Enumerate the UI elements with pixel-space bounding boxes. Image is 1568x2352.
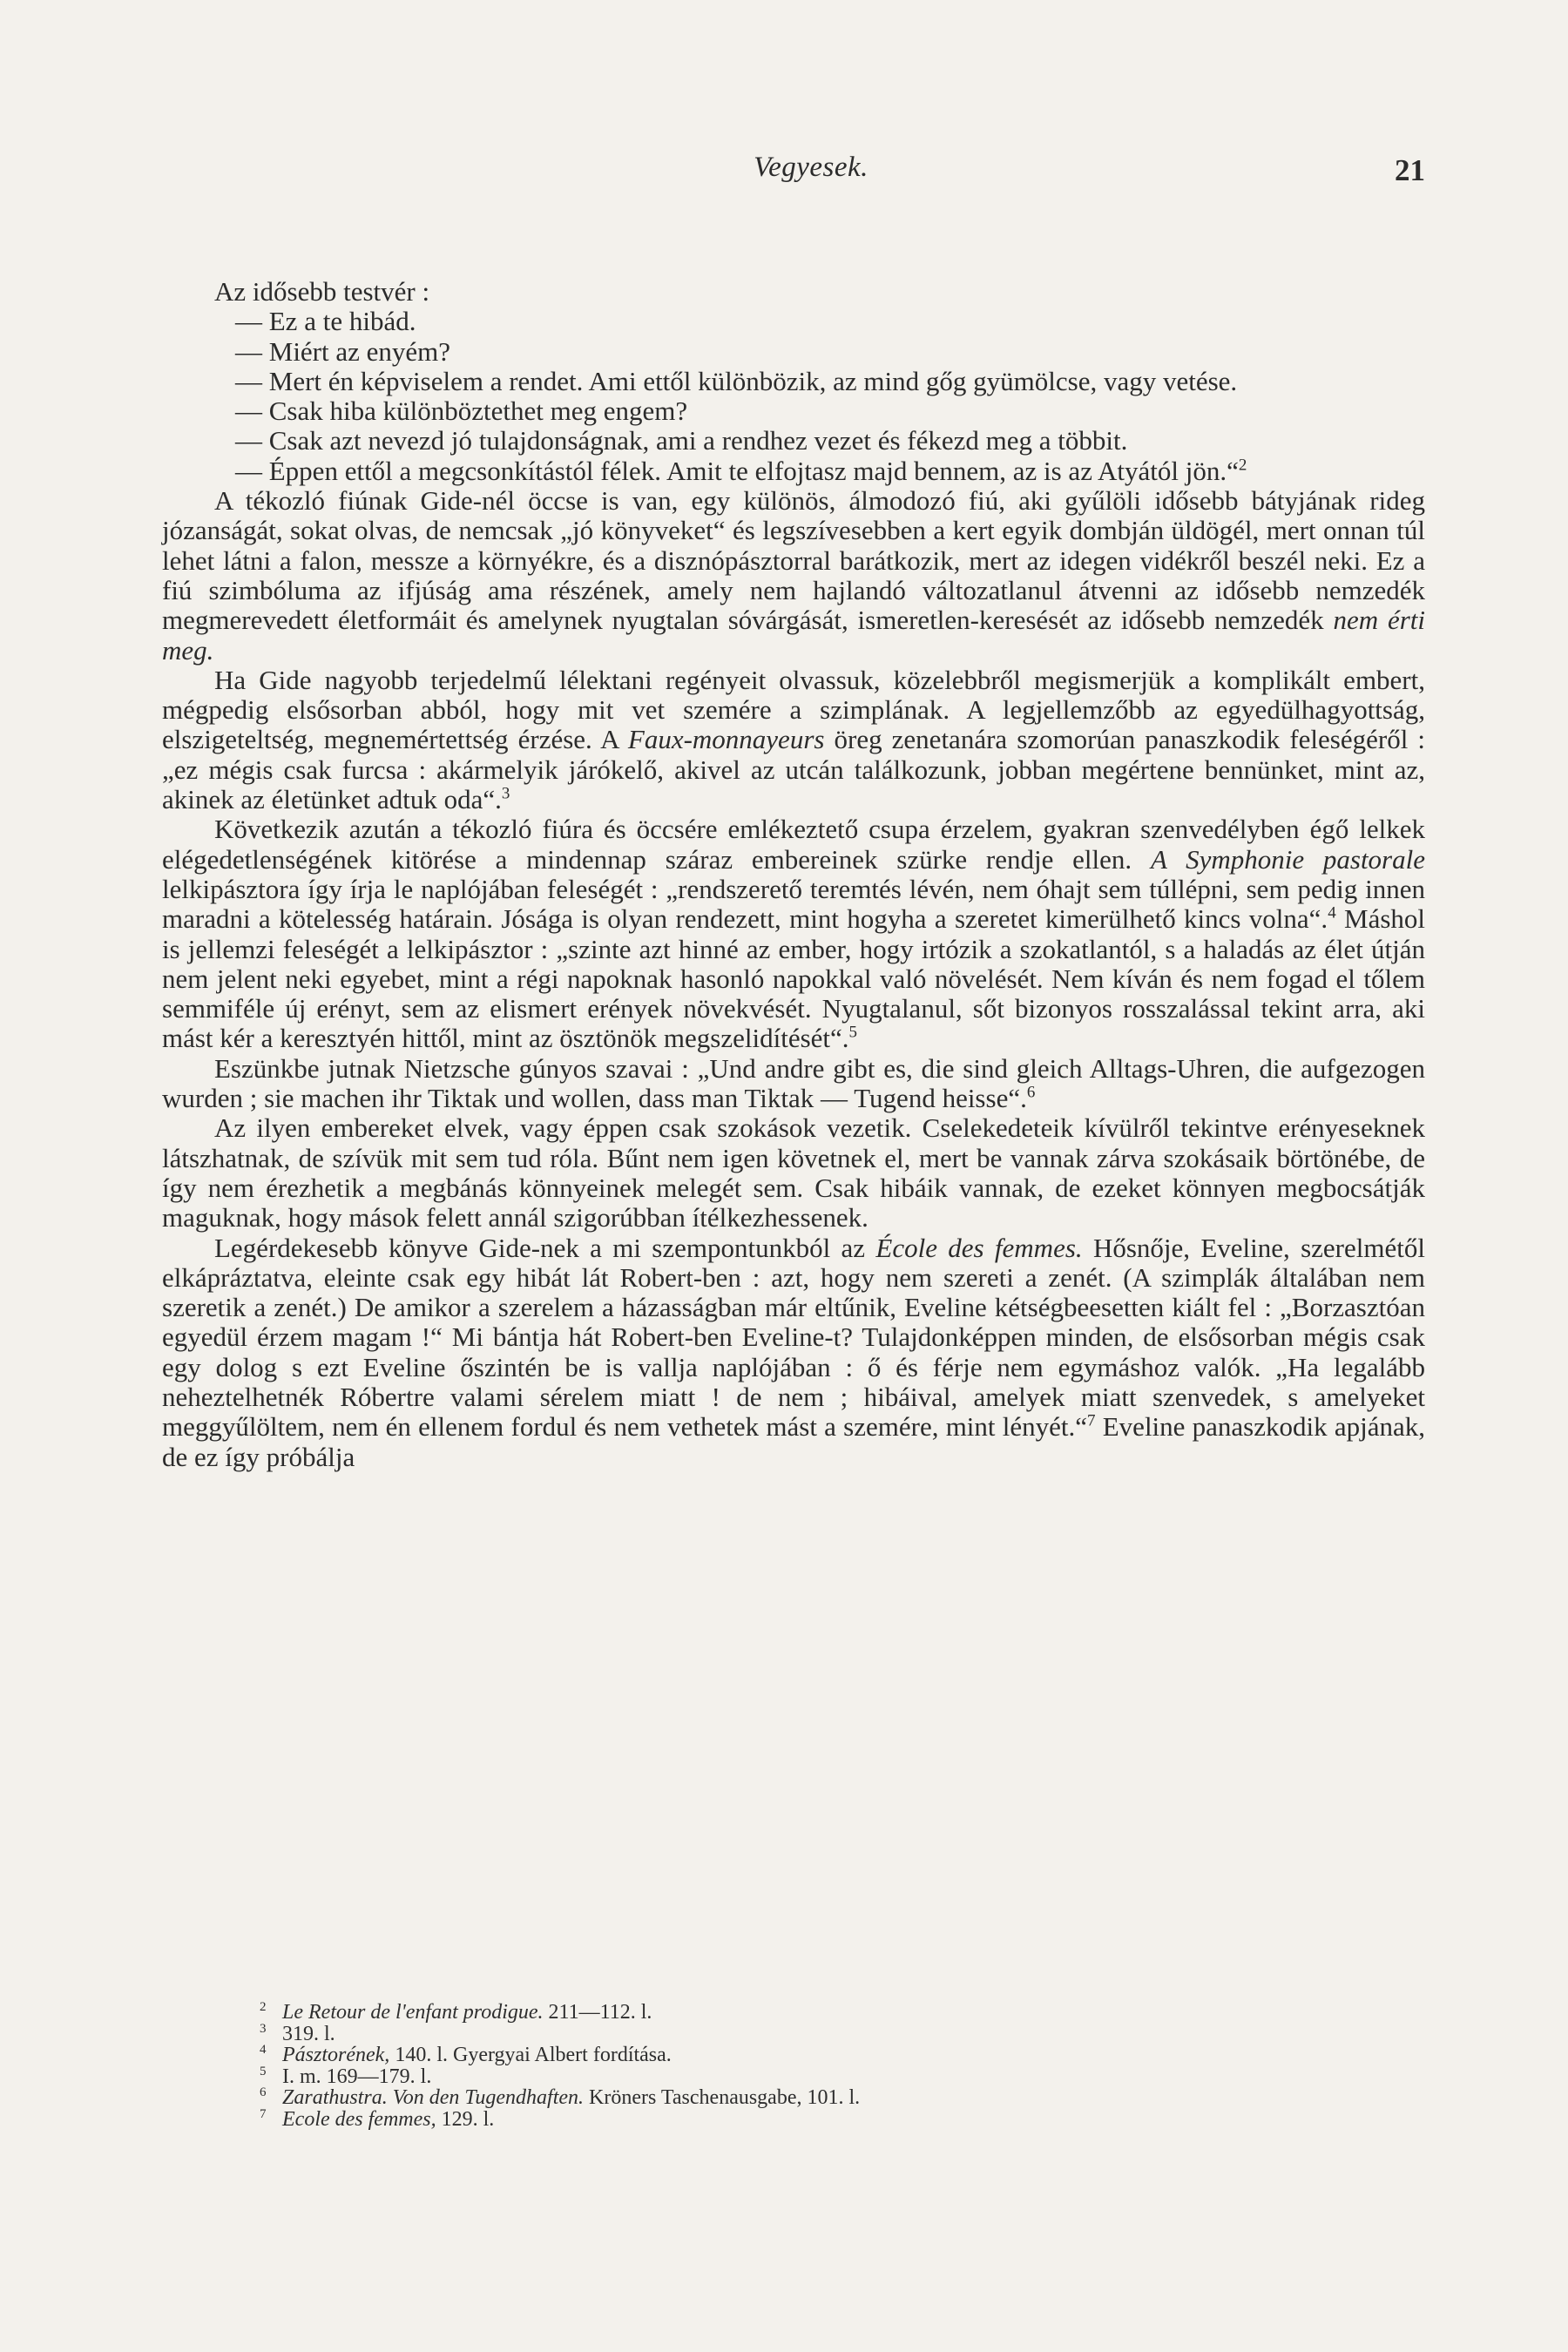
dialogue-line: — Mert én képviselem a rendet. Ami ettől különbözik, az mind gőg gyümölcse, vagy vetése. [235, 365, 1238, 396]
footnote: 4 Pásztorének, 140. l. Gyergyai Albert fordítása. [260, 2043, 672, 2066]
footnote-ref: 3 [501, 784, 510, 803]
dialogue-line: — Csak azt nevezd jó tulajdonságnak, ami a rendhez vezet és fékezd meg a többit. [235, 425, 1128, 456]
footnote: 3 319. l. [260, 2021, 335, 2045]
footnotes [260, 2002, 1331, 2130]
body-text [162, 277, 1425, 1472]
running-title: Vegyesek. [754, 152, 868, 183]
footnote-ref: 5 [848, 1024, 858, 1043]
emphasis: nem érti meg. [162, 605, 1425, 666]
footnote-ref: 6 [1026, 1083, 1036, 1102]
dialogue-line: Az idősebb testvér : [214, 276, 430, 307]
paragraph: Eszünkbe jutnak Nietzsche gúnyos szavai : „Und andre gibt es, die sind gleich Alltags-Uhren, die aufgezogen wurden ; sie machen ihr Tiktak und wollen, dass man Tiktak — Tugend heisse“.$^6$ [162, 1052, 1425, 1114]
dialogue-line: — Miért az enyém? [235, 335, 451, 367]
footnote: 5 I. m. 169—179. l. [260, 2064, 432, 2088]
paragraph: Legérdekesebb könyve Gide-nek a mi szempontunkból az École des femmes. Hősnője, Eveline, szerelmétől elkápráztatva, eleinte csak egy hibát lát Robert-ben : azt, hogy nem szereti a zenét. (A szimplák általában nem szeretik a zenét.) De amikor a szerelem a házasságban már eltűnik, Eveline kétségbeesetten kiált fel : „Borzasztóan egyedül érzem magam !“ Mi bántja hát Robert-ben Eveline-t? Tulajdonképpen minden, de elsősorban mégis csak egy dolog s ezt Eveline őszintén be is vallja naplójában : ő és férje nem egymáshoz valók. „Ha legalább neheztelhetnék Róbertre valami sérelem miatt ! de nem ; hibáival, amelyek miatt szenvedek, s amelyeket meggyűlöltem, nem én ellenem fordul és nem vethetek mást a szemére, mint lényét.“$^7$ Eveline panaszkodik apjának, de ez így próbálja [162, 1232, 1425, 1472]
footnote-ref: 4 [1328, 903, 1336, 923]
book-title: A Symphonie pastorale [1150, 843, 1425, 875]
paragraph: Következik azután a tékozló fiúra és öccsére emlékeztető csupa érzelem, gyakran szenvedélyben égő lelkek elégedetlenségének kitörése a mindennap száraz embereinek szürke rendje ellen. A Symphonie pastorale lelkipásztora így írja le naplójában feleségét : „rendszerető teremtés lévén, nem óhajt sem túllépni, sem pedig innen maradni a kötelesség határain. Jósága is olyan rendezett, mint hogyha a szeretet kimerülhető kincs volna“.$^4$ Máshol is jellemzi feleségét a lelkipásztor : „szinte azt hinné az ember, hogy irtózik a szokatlantól, s a haladás az élet útján nem jelent neki egyebet, mint a régi napoknak hasonló napokkal való növelését. Nem kíván és nem fogad el tőlem semmiféle új erényt, sem az elismert erények növekvését. Nyugtalanul, sőt bizonyos rosszalással tekint arra, aki mást kér a keresztyén hittől, mint az ösztönök megszelidítését“.$^5$ [162, 814, 1426, 1054]
running-header [162, 146, 1425, 190]
dialogue-line: — Éppen ettől a megcsonkítástól félek. Amit te elfojtasz majd bennem, az is az Atyától jön.“$^2$ [235, 455, 1247, 486]
book-page [162, 0, 1425, 2352]
footnote: 2 Le Retour de l'enfant prodigue. 211—112. l. [260, 2000, 652, 2024]
dialogue-line: — Ez a te hibád. [235, 306, 416, 337]
book-title: École des femmes. [875, 1232, 1083, 1263]
dialogue-line: — Csak hiba különböztethet meg engem? [235, 395, 688, 427]
book-title: Faux-monnayeurs [627, 724, 825, 755]
footnote: 6 Zarathustra. Von den Tugendhaften. Kröners Taschenausgabe, 101. l. [260, 2085, 861, 2109]
paragraph: Ha Gide nagyobb terjedelmű lélektani regényeit olvassuk, közelebbről megismerjük a komplikált embert, mégpedig elsősorban abból, hogy mit vet szemére a szimplának. A legjellemzőbb az egyedülhagyottság, elszigeteltség, megnemértettség érzése. A Faux-monnayeurs öreg zenetanára szomorúan panaszkodik feleségéről : „ez mégis csak furcsa : akármelyik járókelő, akivel az utcán találkozunk, jobban megértene bennünket, mint az, akinek az életünket adtuk oda“.$^3$ [162, 664, 1425, 815]
paragraph: A tékozló fiúnak Gide-nél öccse is van, egy különös, álmodozó fiú, aki gyűlöli idősebb bátyjának rideg józanságát, sokat olvas, de nemcsak „jó könyveket“ és legszívesebben a kert egyik dombján üldögél, mert onnan túl lehet látni a falon, messze a környékre, és a disznópásztorral barátkozik, mert az idegen vidékről beszél neki. Ez a fiú szimbóluma az ifjúság ama részének, amely nem hajlandó változatlanul átvenni az idősebb nemzedék megmerevedett életformáit és amelynek nyugtalan sóvárgását, ismeretlen-keresését az idősebb nemzedék nem érti meg. [162, 485, 1425, 666]
footnote: 7 Ecole des femmes, 129. l. [260, 2106, 495, 2131]
page-number: 21 [1395, 153, 1425, 187]
footnote-ref: 7 [1087, 1411, 1096, 1430]
paragraph: Az ilyen embereket elvek, vagy éppen csak szokások vezetik. Cselekedeteik kívülről tekintve erényeseknek látszhatnak, de szívük mit sem tud róla. Bűnt nem igen követnek el, mert be vannak zárva szokásaik börtönébe, de így nem érezhetik a megbánás könnyeinek melegét sem. Csak hibáik vannak, de ezeket könnyen megbocsátják maguknak, hogy mások felett annál szigorúbban ítélkezhessenek. [162, 1112, 1425, 1233]
footnote-ref: 2 [1238, 456, 1247, 475]
